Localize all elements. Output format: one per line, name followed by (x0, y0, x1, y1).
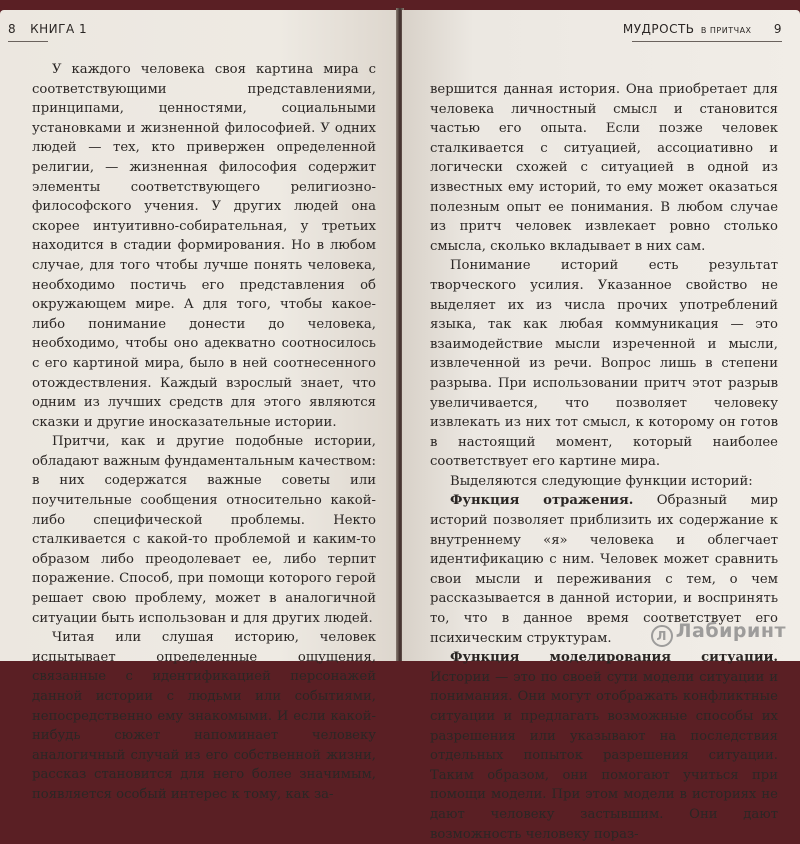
paragraph: У каждого человека своя картина мира с соответствующими представлениями, принципами, ценностями, социальными установками и жизненной философией. У одних людей — тех, кто привержен определенной религии, — жизненная философия содержит элементы соответствующего религиозно-философского учения. У других людей она скорее интуитивно-собирательная, у третьих находится в стадии формирования. Но в любом случае, для того чтобы лучше понять человека, необходимо постичь его представления об окружающем мире. А для того, чтобы какое-либо понимание донести до человека, необходимо, чтобы оно адекватно соотносилось с его картиной мира, было в ней соотнесенного отождествления. Каждый взрослый знает, что одним из лучших средств для этого являются сказки и другие иносказательные истории. (32, 62, 376, 430)
paragraph: Читая или слушая историю, человек испытывает определенные ощущения, связанные с идентификацией персонажей данной истории с людьми или событиями, непосредственно ему знакомыми. И если какой-нибудь сюжет напоминает человеку аналогичный случай из его собственной жизни, рассказ становится для него более значимым, появляется особый интерес к тому, как за- (32, 630, 376, 802)
page-number-left: 8 (8, 22, 17, 36)
function-text: Образный мир историй позволяет приблизить их содержание к внутреннему «я» человека и облегчает идентификацию с ним. Человек может сравнить свои мысли и переживания с тем, о чем рассказывается в данной истории, и воспринять то, что в данное время соответствует его психическим структурам. (430, 493, 778, 646)
running-head-small: В ПРИТЧАХ (700, 26, 752, 35)
function-modeling (430, 648, 778, 844)
function-title: Функция моделирования ситуации. (450, 650, 778, 666)
header-rule-right (632, 41, 782, 42)
left-page (0, 10, 398, 802)
labyrinth-logo-icon: Л (651, 625, 673, 647)
page-number-right: 9 (773, 22, 782, 36)
book-title: КНИГА 1 (30, 22, 88, 36)
watermark-logo (651, 620, 786, 647)
left-page-text (32, 60, 376, 805)
paragraph: Выделяются следующие функции историй: (450, 473, 753, 489)
right-page-text (430, 80, 778, 844)
paragraph: вершится данная история. Она приобретает для человека личностный смысл и становится частью его опыта. Если позже человек сталкивается с ситуацией, ассоциативно и логически схожей с ситуацией в одной из известных ему историй, то ему может оказаться полезным опыт ее понимания. В любом случае из притч человек извлекает ровно столько смысла, сколько вкладывает в них сам. (430, 82, 778, 254)
function-text: Истории — это по своей сути модели ситуации и понимания. Они могут отображать конфликтные ситуации и предлагать возможные способы их разрешения или указывают на последствия отдельных попыток разрешения ситуации. Таким образом, они помогают учиться при помощи модели. При этом модели в историях не дают человеку застывшим. Они дают возможность человеку пораз- (430, 669, 778, 842)
running-head-main: МУДРОСТЬ (622, 22, 695, 36)
paragraph: Понимание историй есть результат творческого усилия. Указанное свойство не выделяет их из числа прочих употреблений языка, так как любая коммуникация — это взаимодействие мысли изреченной и мысли, извлеченной из речи. Вопрос лишь в степени разрыва. При использовании притч этот разрыв увеличивается, что позволяет человеку извлекать из них тот смысл, к которому он готов в настоящий момент, который наиболее соответствует его картине мира. (430, 258, 778, 470)
right-page (402, 10, 800, 842)
right-running-head (623, 22, 782, 36)
left-running-head (8, 22, 87, 36)
paragraph: Притчи, как и другие подобные истории, обладают важным фундаментальным качеством: в них содержатся важные советы или поучительные сообщения относительно какой-либо специфической проблемы. Некто сталкивается с какой-то проблемой и каким-то образом либо преодолевает ее, либо терпит поражение. Способ, при помощи которого герой решает свою проблему, может в аналогичной ситуации быть использован и для других людей. (32, 434, 376, 626)
function-title: Функция отражения. (450, 493, 634, 509)
watermark-text: Лабиринт (675, 620, 786, 642)
header-rule-left (8, 41, 48, 42)
